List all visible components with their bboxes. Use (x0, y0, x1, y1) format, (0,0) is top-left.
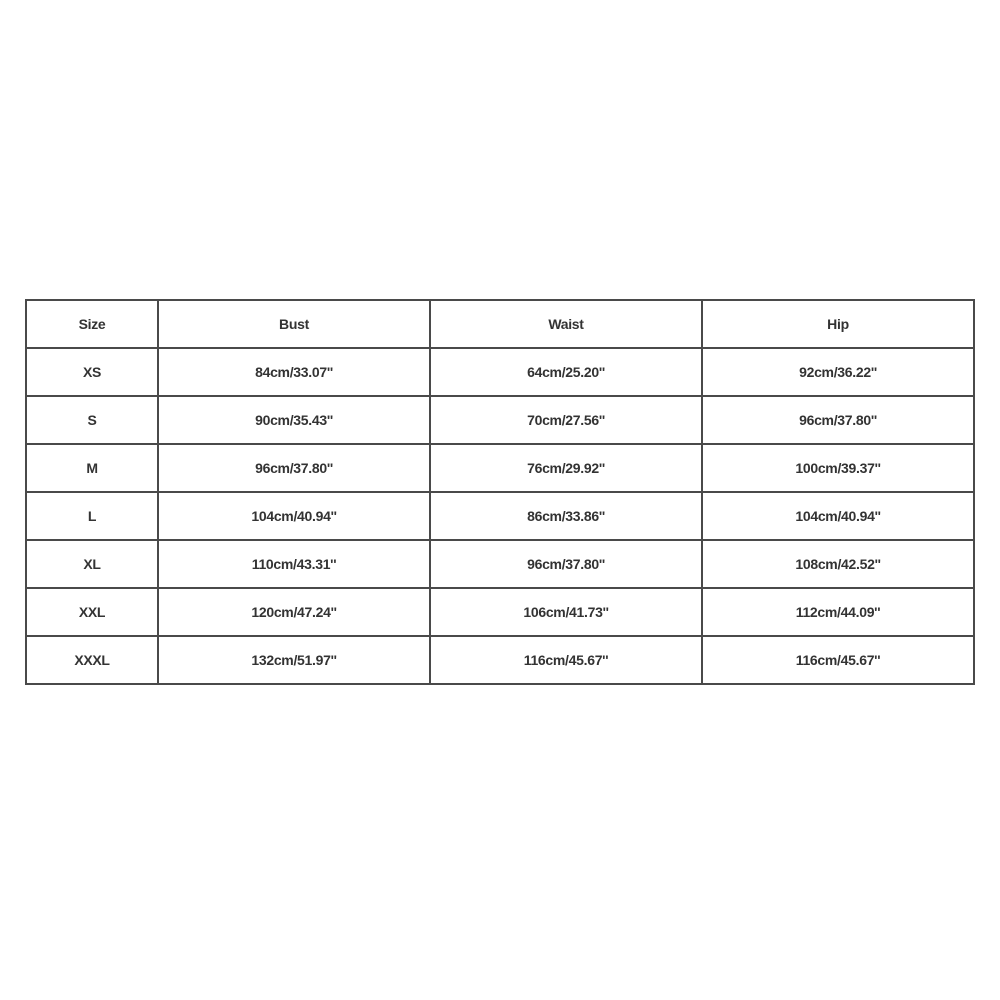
waist-cell: 96cm/37.80'' (430, 540, 702, 588)
hip-cell: 116cm/45.67'' (702, 636, 974, 684)
header-size: Size (26, 300, 158, 348)
hip-cell: 108cm/42.52'' (702, 540, 974, 588)
size-chart-table (25, 299, 975, 685)
bust-cell: 132cm/51.97'' (158, 636, 430, 684)
table-row (26, 588, 974, 636)
waist-cell: 76cm/29.92'' (430, 444, 702, 492)
hip-cell: 104cm/40.94'' (702, 492, 974, 540)
bust-cell: 84cm/33.07'' (158, 348, 430, 396)
bust-cell: 110cm/43.31'' (158, 540, 430, 588)
waist-cell: 70cm/27.56'' (430, 396, 702, 444)
waist-cell: 116cm/45.67'' (430, 636, 702, 684)
bust-cell: 104cm/40.94'' (158, 492, 430, 540)
table-row (26, 540, 974, 588)
size-cell: L (26, 492, 158, 540)
size-cell: XXL (26, 588, 158, 636)
header-row (26, 300, 974, 348)
table-row (26, 444, 974, 492)
table-row (26, 492, 974, 540)
hip-cell: 112cm/44.09'' (702, 588, 974, 636)
waist-cell: 86cm/33.86'' (430, 492, 702, 540)
bust-cell: 96cm/37.80'' (158, 444, 430, 492)
header-waist: Waist (430, 300, 702, 348)
size-chart-body (26, 348, 974, 684)
header-hip: Hip (702, 300, 974, 348)
header-bust: Bust (158, 300, 430, 348)
table-row (26, 348, 974, 396)
size-cell: XL (26, 540, 158, 588)
table-row (26, 396, 974, 444)
size-chart-header (26, 300, 974, 348)
hip-cell: 100cm/39.37'' (702, 444, 974, 492)
size-cell: XS (26, 348, 158, 396)
hip-cell: 96cm/37.80'' (702, 396, 974, 444)
size-cell: S (26, 396, 158, 444)
waist-cell: 64cm/25.20'' (430, 348, 702, 396)
size-cell: M (26, 444, 158, 492)
table-row (26, 636, 974, 684)
bust-cell: 90cm/35.43'' (158, 396, 430, 444)
size-cell: XXXL (26, 636, 158, 684)
bust-cell: 120cm/47.24'' (158, 588, 430, 636)
waist-cell: 106cm/41.73'' (430, 588, 702, 636)
hip-cell: 92cm/36.22'' (702, 348, 974, 396)
